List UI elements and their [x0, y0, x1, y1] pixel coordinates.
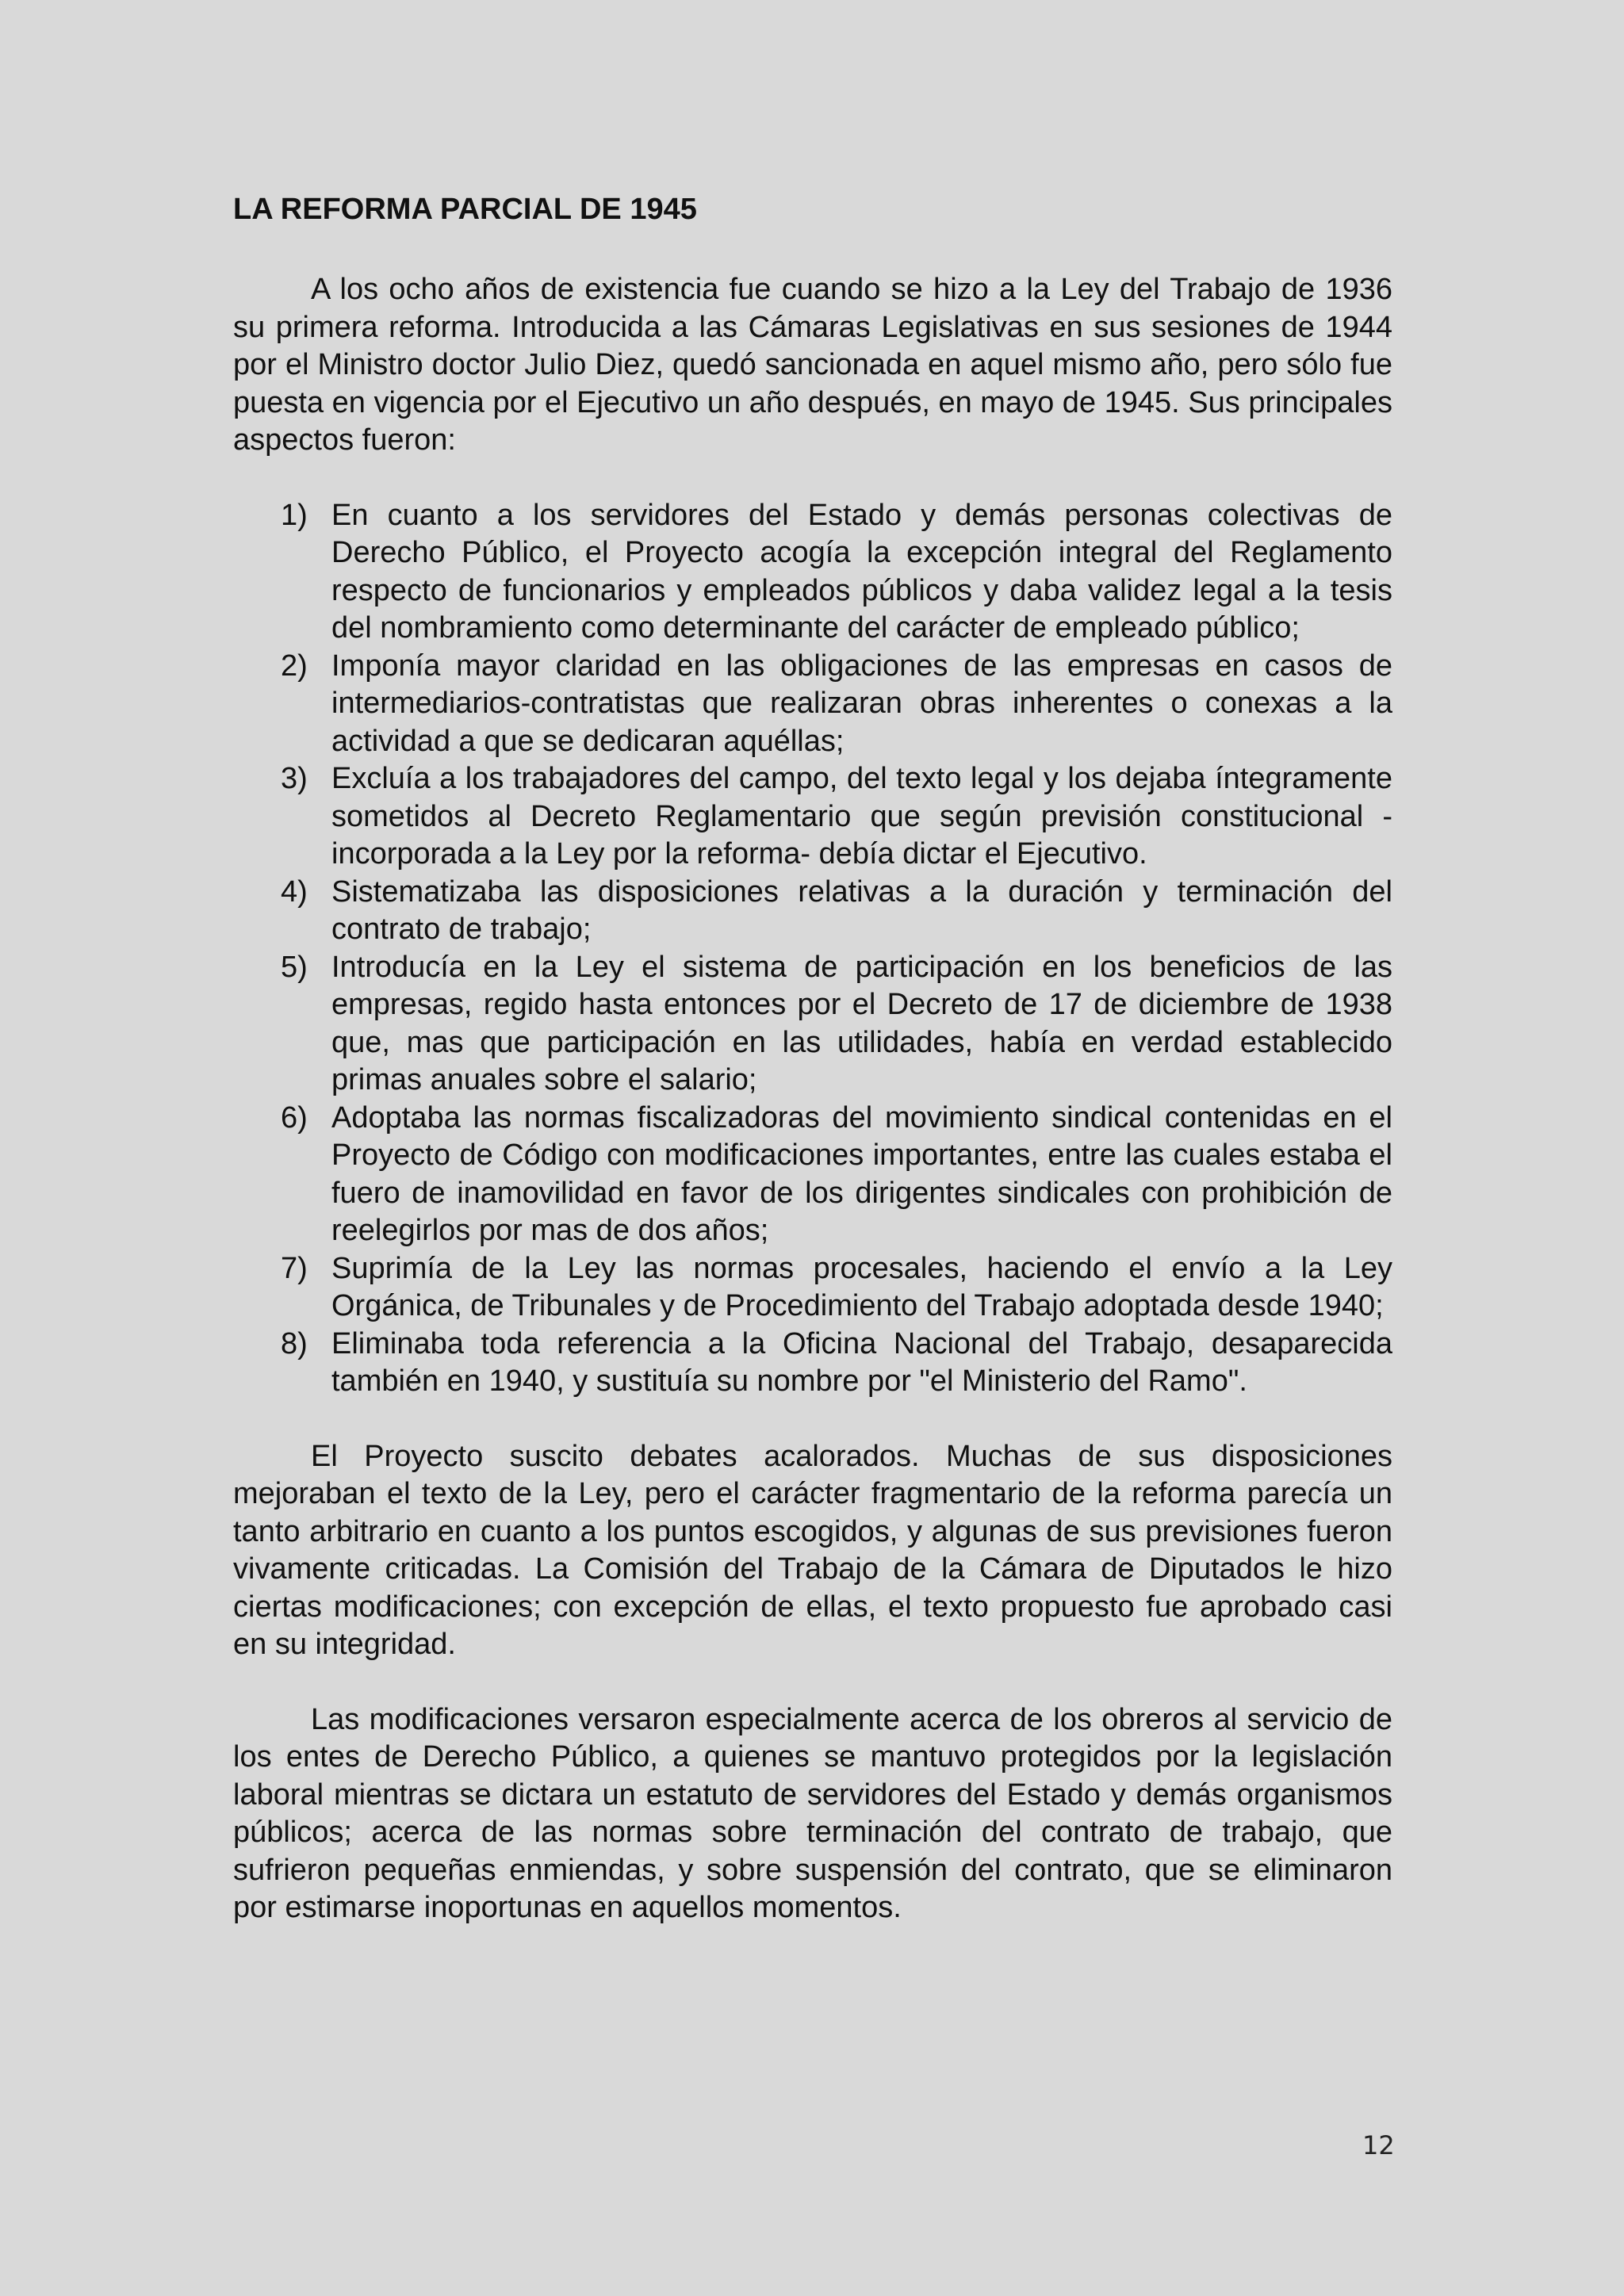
list-item: [233, 648, 1392, 761]
list-item: [233, 874, 1392, 949]
list-item-text: Imponía mayor claridad en las obligaciones de las empresas en casos de intermediarios-contratistas que realizaran obras inherentes o conexas a la actividad a que se dedicaran aquéllas;: [331, 649, 1392, 758]
list-item-text: Eliminaba toda referencia a la Oficina Nacional del Trabajo, desaparecida también en 1940, y sustituía su nombre por "el Ministerio del Ramo".: [331, 1326, 1392, 1398]
list-item-number: 1): [281, 498, 308, 532]
body-paragraph: El Proyecto suscito debates acalorados. Muchas de sus disposiciones mejoraban el texto de la Ley, pero el carácter fragmentario de la reforma parecía un tanto arbitrario en cuanto a los puntos escogidos, y algunas de sus previsiones fueron vivamente criticadas. La Comisión del Trabajo de la Cámara de Diputados le hizo ciertas modificaciones; con excepción de ellas, el texto propuesto fue aprobado casi en su integridad.: [233, 1439, 1392, 1661]
list-item-number: 7): [281, 1251, 308, 1285]
section-heading: LA REFORMA PARCIAL DE 1945: [233, 193, 697, 226]
list-item-text: Excluía a los trabajadores del campo, del texto legal y los dejaba íntegramente sometidos al Decreto Reglamentario que según previsión constitucional -incorporada a la Ley por la reforma- debía dictar el Ejecutivo.: [331, 762, 1392, 871]
list-item-number: 8): [281, 1326, 308, 1360]
list-item-number: 5): [281, 950, 308, 984]
body-paragraph: Las modificaciones versaron especialmente acerca de los obreros al servicio de los entes de Derecho Público, a quienes se mantuvo protegidos por la legislación laboral mientras se dictara un estatuto de servidores del Estado y demás organismos públicos; acerca de las normas sobre terminación del contrato de trabajo, que sufrieron pequeñas enmiendas, y sobre suspensión del contrato, que se eliminaron por estimarse inoportunas en aquellos momentos.: [233, 1702, 1392, 1924]
list-item: [233, 1326, 1392, 1401]
list-item: [233, 1250, 1392, 1326]
list-item-number: 6): [281, 1100, 308, 1135]
list-item: [233, 760, 1392, 874]
list-item: [233, 1100, 1392, 1250]
list-item-text: Suprimía de la Ley las normas procesales, haciendo el envío a la Ley Orgánica, de Tribunales y de Procedimiento del Trabajo adoptada desde 1940;: [331, 1251, 1392, 1322]
intro-paragraph: A los ocho años de existencia fue cuando se hizo a la Ley del Trabajo de 1936 su primera reforma. Introducida a las Cámaras Legislativas en sus sesiones de 1944 por el Ministro doctor Julio Diez, quedó sancionada en aquel mismo año, pero sólo fue puesta en vigencia por el Ejecutivo un año después, en mayo de 1945. Sus principales aspectos fueron:: [233, 273, 1392, 457]
list-item: [233, 949, 1392, 1100]
list-item-text: Adoptaba las normas fiscalizadoras del movimiento sindical contenidas en el Proyecto de Código con modificaciones importantes, entre las cuales estaba el fuero de inamovilidad en favor de los dirigentes sindicales con prohibición de reelegirlos por mas de dos años;: [331, 1100, 1392, 1247]
list-item-number: 3): [281, 762, 308, 795]
list-item-number: 2): [281, 649, 308, 683]
list-item-text: Sistematizaba las disposiciones relativas a la duración y terminación del contrato de trabajo;: [331, 874, 1392, 946]
reform-aspects-list: [233, 497, 1392, 1401]
page-number: 12: [1362, 2130, 1395, 2160]
list-item-number: 4): [281, 874, 308, 909]
list-item: [233, 497, 1392, 648]
document-page: [233, 190, 1392, 1927]
list-item-text: Introducía en la Ley el sistema de participación en los beneficios de las empresas, regido hasta entonces por el Decreto de 17 de diciembre de 1938 que, mas que participación en las utilidades, había en verdad establecido primas anuales sobre el salario;: [331, 950, 1392, 1096]
list-item-text: En cuanto a los servidores del Estado y demás personas colectivas de Derecho Público, el Proyecto acogía la excepción integral del Reglamento respecto de funcionarios y empleados públicos y daba validez legal a la tesis del nombramiento como determinante del carácter de empleado público;: [331, 498, 1392, 645]
